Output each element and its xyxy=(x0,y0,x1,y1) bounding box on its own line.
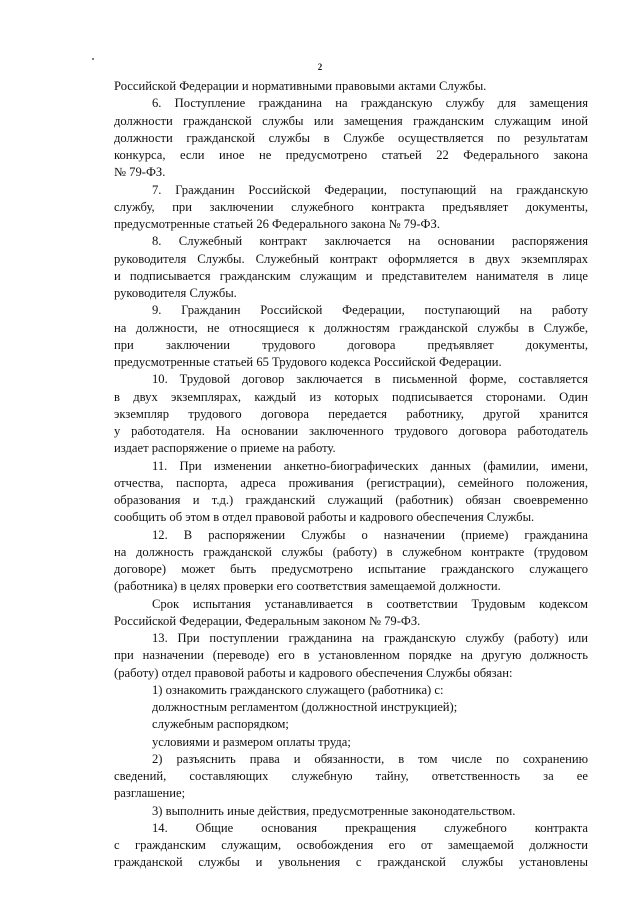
text-line: 2) разъяснить права и обязанности, в том числе по сохранению xyxy=(152,751,588,766)
text-line: сообщить об этом в отдел правовой работы и кадрового обеспечения Службы. xyxy=(114,510,535,525)
text-line: договоре) может быть предусмотрено испытание гражданского служащего xyxy=(114,562,588,576)
text-line: (работу) отдел правовой работы и кадрового обеспечения Службы обязан: xyxy=(114,665,513,680)
text-line: должности гражданской службы или замещения гражданским служащим иной xyxy=(114,113,588,128)
text-line: служебным распорядком; xyxy=(152,717,289,732)
text-line: 13. При поступлении гражданина на гражданскую службу (работу) или xyxy=(152,631,588,645)
text-line: гражданской службы и увольнения с гражданской службы установлены xyxy=(114,855,588,870)
text-line: образования и т.д.) гражданский служащий (работник) обязан своевременно xyxy=(114,493,588,507)
text-line: (работника) в целях проверки его соответствия замещаемой должности. xyxy=(114,579,501,594)
scan-speck xyxy=(92,58,94,60)
text-line: конкурса, если иное не предусмотрено статьей 22 Федерального закона xyxy=(114,148,588,162)
text-line: у работодателя. На основании заключенного трудового договора работодатель xyxy=(114,424,588,438)
text-line: 7. Гражданин Российской Федерации, поступающий на гражданскую xyxy=(152,182,588,197)
text-line: № 79-ФЗ. xyxy=(114,165,166,180)
text-line: Российской Федерации, Федеральным законом № 79-ФЗ. xyxy=(114,613,421,628)
text-line: 3) выполнить иные действия, предусмотренные законодательством. xyxy=(152,803,516,818)
text-line: при назначении (переводе) его в установленном порядке на другую должность xyxy=(114,648,588,663)
text-line: 1) ознакомить гражданского служащего (работника) с: xyxy=(152,682,444,697)
text-line: должностным регламентом (должностной инструкцией); xyxy=(152,700,458,714)
text-line: Российской Федерации и нормативными правовыми актами Службы. xyxy=(114,79,487,93)
text-line: предусмотренные статьей 65 Трудового кодекса Российской Федерации. xyxy=(114,355,502,369)
text-line: 14. Общие основания прекращения служебного контракта xyxy=(152,820,588,835)
text-line: экземпляр трудового договора передается работнику, другой хранится xyxy=(114,406,588,421)
text-line: 8. Служебный контракт заключается на основании распоряжения xyxy=(152,234,588,249)
text-line: 9. Гражданин Российской Федерации, поступающий на работу xyxy=(152,303,588,318)
text-line: издает распоряжение о приеме на работу. xyxy=(114,441,336,456)
text-line: на должность гражданской службы (работу) в служебном контракте (трудовом xyxy=(114,544,588,559)
text-line: 11. При изменении анкетно-биографических данных (фамилии, имени, xyxy=(152,458,588,473)
text-line: 10. Трудовой договор заключается в письменной форме, составляется xyxy=(152,372,588,387)
text-line: разглашение; xyxy=(114,786,186,801)
text-line: в двух экземплярах, каждый из которых подписывается сторонами. Один xyxy=(114,389,588,404)
text-line: на должности, не относящиеся к должностям гражданской службы в Службе, xyxy=(114,320,588,335)
text-line: сведений, составляющих служебную тайну, ответственность за ее xyxy=(114,769,588,783)
body-text xyxy=(114,78,588,872)
text-line: и подписывается гражданским служащим и представителем нанимателя в лице xyxy=(114,268,588,283)
text-line: при заключении трудового договора предъявляет документы, xyxy=(114,337,588,352)
text-line: отчества, паспорта, адреса проживания (регистрации), семейного положения, xyxy=(114,475,588,490)
text-line: предусмотренные статьей 26 Федерального закона № 79-ФЗ. xyxy=(114,217,440,231)
text-line: условиями и размером оплаты труда; xyxy=(152,734,351,749)
text-line: 12. В распоряжении Службы о назначении (приеме) гражданина xyxy=(152,527,588,542)
text-line: 6. Поступление гражданина на гражданскую службу для замещения xyxy=(152,96,588,111)
text-line: должности гражданской службы в Службе осуществляется по результатам xyxy=(114,130,588,145)
text-line: руководителя Службы. Служебный контракт оформляется в двух экземплярах xyxy=(114,251,588,266)
page-number: 2 xyxy=(317,62,323,72)
text-line: Срок испытания устанавливается в соответствии Трудовым кодексом xyxy=(152,596,588,611)
text-line: с гражданским служащим, освобождения его от замещаемой должности xyxy=(114,838,588,852)
text-line: руководителя Службы. xyxy=(114,286,237,300)
text-line: службу, при заключении служебного контракта предъявляет документы, xyxy=(114,199,588,214)
